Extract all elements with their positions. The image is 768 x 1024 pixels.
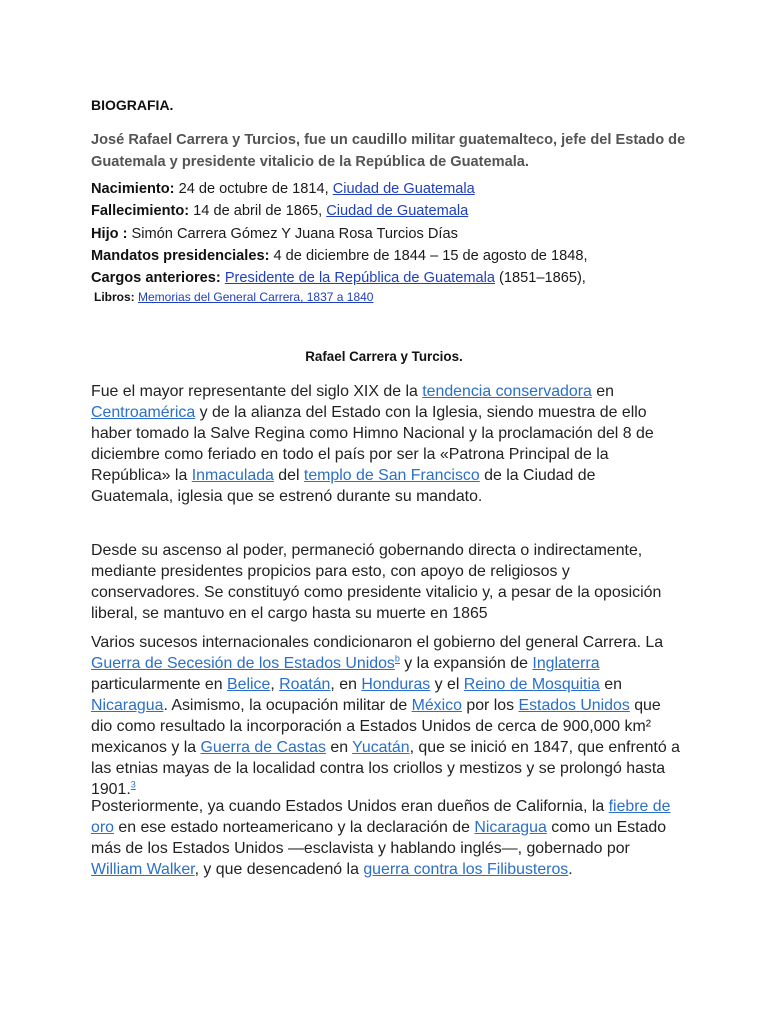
birth-place-link[interactable]: Ciudad de Guatemala	[332, 181, 475, 197]
terms-value: 4 de diciembre de 1844 – 15 de agosto de 1848,	[269, 247, 588, 264]
children-value: Simón Carrera Gómez Y Juana Rosa Turcios Días	[127, 225, 458, 242]
birth-row	[91, 178, 711, 200]
books-label: Libros:	[94, 290, 135, 305]
link-fiebre-oro[interactable]: fiebre de oro	[91, 798, 671, 836]
paragraph-2	[91, 540, 681, 624]
p4-text-4: , y que desencadenó la	[194, 861, 364, 878]
link-tendencia-conservadora[interactable]: tendencia conservadora	[422, 383, 592, 400]
link-centroamerica[interactable]: Centroamérica	[91, 404, 196, 421]
p1-text-1: Fue el mayor representante del siglo XIX de la	[91, 383, 423, 400]
offices-row	[91, 267, 711, 289]
p4-text-1: Posteriormente, ya cuando Estados Unidos eran dueños de California, la	[91, 798, 609, 815]
link-roatan[interactable]: Roatán	[279, 676, 331, 693]
footnote-3[interactable]: 3	[130, 779, 136, 790]
p3-text-10: que dio como resultado la incorporación a Estados Unidos de cerca de 900,000 km² mexicanos y la	[91, 697, 661, 756]
offices-link[interactable]: Presidente de la República de Guatemala	[224, 270, 495, 287]
terms-row	[91, 245, 711, 267]
p4-text-2: en ese estado norteamericano y la declaración de	[113, 819, 475, 836]
offices-years: (1851–1865),	[494, 270, 586, 287]
p2-text: Desde su ascenso al poder, permaneció gobernando directa o indirectamente, mediante presidentes propicios para esto, con apoyo de religiosos y conservadores. Se constituyó como presidente vitalicio y, a pesar de la oposición liberal, se mantuvo en el cargo hasta su muerte en 1865	[91, 542, 662, 622]
link-guerra-secesion[interactable]: Guerra de Secesión de los Estados Unidos	[91, 655, 395, 672]
paragraph-4	[91, 796, 681, 880]
link-templo-san-francisco[interactable]: templo de San Francisco	[303, 467, 480, 484]
p3-text-7: en	[599, 676, 622, 693]
paragraph-3	[91, 632, 681, 800]
birth-label: Nacimiento:	[91, 181, 175, 197]
link-guerra-filibusteros[interactable]: guerra contra los Filibusteros	[363, 861, 569, 878]
paragraph-1	[91, 381, 681, 507]
p3-text-12: , que se inició en 1847, que enfrentó a las etnias mayas de la localidad contra los criollos y mestizos y se prolongó hasta 1901.	[91, 739, 680, 798]
link-mexico[interactable]: México	[411, 697, 462, 714]
link-belice[interactable]: Belice	[227, 676, 271, 693]
p3-text-3: particularmente en	[91, 676, 228, 693]
p1-text-3: y de la alianza del Estado con la Iglesia, siendo muestra de ello haber tomado la Salve Regina como Himno Nacional y la proclamación del 8 de diciembre como feriado en todo el país por ser la «Patrona Principal de la República» la	[91, 404, 654, 484]
intro-paragraph: José Rafael Carrera y Turcios, fue un caudillo militar guatemalteco, jefe del Estado de Guatemala y presidente vitalicio de la República de Guatemala.	[91, 132, 686, 170]
p1-text-4: del	[273, 467, 304, 484]
birth-date: 24 de octubre de 1814,	[174, 181, 333, 197]
death-date: 14 de abril de 1865,	[189, 203, 327, 220]
p3-text-5: , en	[330, 676, 362, 693]
death-label: Fallecimiento:	[91, 203, 190, 220]
p4-text-5: .	[568, 861, 573, 878]
death-row	[91, 200, 711, 222]
death-place-link[interactable]: Ciudad de Guatemala	[326, 203, 469, 220]
p1-text-5: de la Ciudad de Guatemala, iglesia que se estrenó durante su mandato.	[91, 467, 596, 505]
p1-text-2: en	[591, 383, 614, 400]
section-subtitle: Rafael Carrera y Turcios.	[305, 349, 463, 364]
link-nicaragua-2[interactable]: Nicaragua	[474, 819, 547, 836]
link-nicaragua[interactable]: Nicaragua	[91, 697, 164, 714]
link-estados-unidos[interactable]: Estados Unidos	[518, 697, 630, 714]
p3-text-11: en	[325, 739, 353, 756]
p3-text-4: ,	[270, 676, 280, 693]
link-yucatan[interactable]: Yucatán	[352, 739, 410, 756]
terms-label: Mandatos presidenciales:	[91, 247, 270, 264]
facts-list	[91, 178, 711, 305]
link-reino-mosquitia[interactable]: Reino de Mosquitia	[463, 676, 600, 693]
p3-text-2: y la expansión de	[399, 655, 533, 672]
offices-label: Cargos anteriores:	[91, 270, 221, 287]
footnote-b[interactable]: b	[394, 653, 400, 664]
p4-text-3: como un Estado más de los Estados Unidos —esclavista y hablando inglés—, gobernado por	[91, 819, 667, 857]
link-william-walker[interactable]: William Walker	[91, 861, 195, 878]
p3-text-1: Varios sucesos internacionales condicionaron el gobierno del general Carrera. La	[91, 634, 664, 651]
link-inglaterra[interactable]: Inglaterra	[532, 655, 600, 672]
children-label: Hijo :	[91, 225, 128, 242]
link-guerra-castas[interactable]: Guerra de Castas	[200, 739, 326, 756]
books-link[interactable]: Memorias del General Carrera, 1837 a 1840	[138, 290, 374, 305]
p3-text-6: y el	[430, 676, 464, 693]
link-inmaculada[interactable]: Inmaculada	[191, 467, 274, 484]
document-heading: BIOGRAFIA.	[91, 97, 174, 113]
books-row	[91, 289, 711, 305]
link-honduras[interactable]: Honduras	[361, 676, 431, 693]
p3-text-8: . Asimismo, la ocupación militar de	[163, 697, 412, 714]
children-row	[91, 223, 711, 245]
p3-text-9: por los	[461, 697, 519, 714]
